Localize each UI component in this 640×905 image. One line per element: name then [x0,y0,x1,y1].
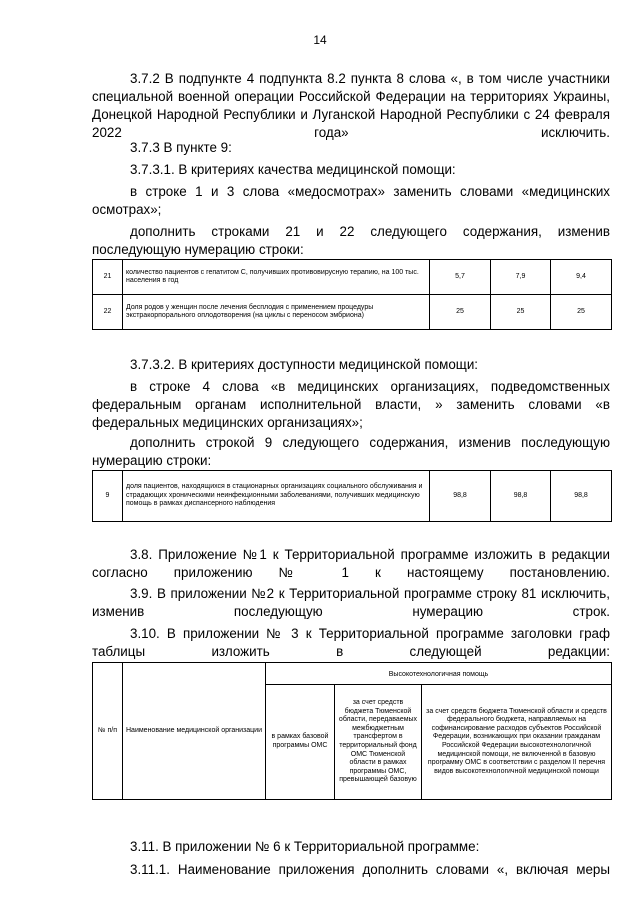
paragraph-3-7-3-2: 3.7.3.2. В критериях доступности медицинской помощи: [130,357,479,372]
table-row [93,663,612,685]
subheader-regional-budget: за счет средств бюджета Тюменской области, передаваемых межбюджетным трансфертом в территориальный фонд ОМС Тюменской области в рамках программы ОМС, превышающей базовую [335,685,422,800]
quality-criteria-table [92,259,612,330]
value-cell: 25 [491,295,551,330]
paragraph-3-7-3-1-b: дополнить строками 21 и 22 следующего содержания, изменив последующую нумерацию строки: [92,224,610,257]
paragraph-3-10: 3.10. В приложении № 3 к Территориальной программе заголовки граф таблицы изложить в следующей редакции: [92,626,610,659]
paragraph-3-7-3-1: 3.7.3.1. В критериях качества медицинской помощи: [130,162,456,177]
paragraph-3-7-3-1-a: в строке 1 и 3 слова «медосмотрах» заменить словами «медицинских осмотрах»; [92,184,610,217]
row-number: 21 [93,260,123,295]
criterion-name: Доля родов у женщин после лечения бесплодия с применением процедуры экстракорпорального оплодотворения (на циклы с переносом эмбриона) [123,295,430,330]
paragraph-3-7-3-2-a: в строке 4 слова «в медицинских организациях, подведомственных федеральным органам исполнительной власти, » заменить словами «в федеральных медицинских организациях»; [92,379,610,430]
htmp-header-table [92,662,612,800]
accessibility-criteria-table [92,470,612,522]
column-header-number: № п/п [93,663,123,800]
column-header-organization: Наименование медицинской организации [123,663,266,800]
row-number: 9 [93,471,123,522]
value-cell: 98,8 [430,471,491,522]
criterion-name: доля пациентов, находящихся в стационарных организациях социального обслуживания и страдающих хроническими неинфекционными заболеваниями, получивших медицинскую помощь в рамках диспансерного наблюдения [123,471,430,522]
paragraph-3-9: 3.9. В приложении №2 к Территориальной программе строку 81 исключить, изменив последующую нумерацию строк. [92,586,610,619]
paragraph-3-8: 3.8. Приложение №1 к Территориальной программе изложить в редакции согласно приложению № 1 к настоящему постановлению. [92,547,610,580]
value-cell: 25 [430,295,491,330]
value-cell: 7,9 [491,260,551,295]
page-number: 14 [313,33,327,47]
table-row [93,471,612,522]
value-cell: 5,7 [430,260,491,295]
column-header-htmp: Высокотехнологичная помощь [266,663,612,685]
table-row [93,295,612,330]
paragraph-3-11: 3.11. В приложении № 6 к Территориальной программе: [130,839,480,854]
criterion-name: количество пациентов с гепатитом С, получивших противовирусную терапию, на 100 тыс. населения в год [123,260,430,295]
paragraph-3-7-3-2-b: дополнить строкой 9 следующего содержания, изменив последующую нумерацию строки: [92,435,610,468]
paragraph-3-7-3: 3.7.3 В пункте 9: [130,140,232,155]
value-cell: 98,8 [551,471,612,522]
subheader-federal-cofinancing: за счет средств бюджета Тюменской области и средств федерального бюджета, направляемых на софинансирование расходов субъектов Российской Федерации, возникающих при оказании гражданам Российской Федерации высокотехнологичной медицинской помощи, не включенной в базовую программу ОМС в соответствии с разделом II перечня видов высокотехнологичной медицинской помощи [422,685,612,800]
value-cell: 98,8 [491,471,551,522]
table-row [93,260,612,295]
paragraph-3-7-2: 3.7.2 В подпункте 4 подпункта 8.2 пункта 8 слова «, в том числе участники специальной военной операции Российской Федерации на территориях Украины, Донецкой Народной Республики и Луганской Народной Республики с 24 февраля 2022 года» исключить. [92,71,610,140]
value-cell: 9,4 [551,260,612,295]
value-cell: 25 [551,295,612,330]
subheader-basic-program: в рамках базовой программы ОМС [266,685,335,800]
paragraph-3-11-1: 3.11.1. Наименование приложения дополнить словами «, включая меры [130,862,610,877]
row-number: 22 [93,295,123,330]
